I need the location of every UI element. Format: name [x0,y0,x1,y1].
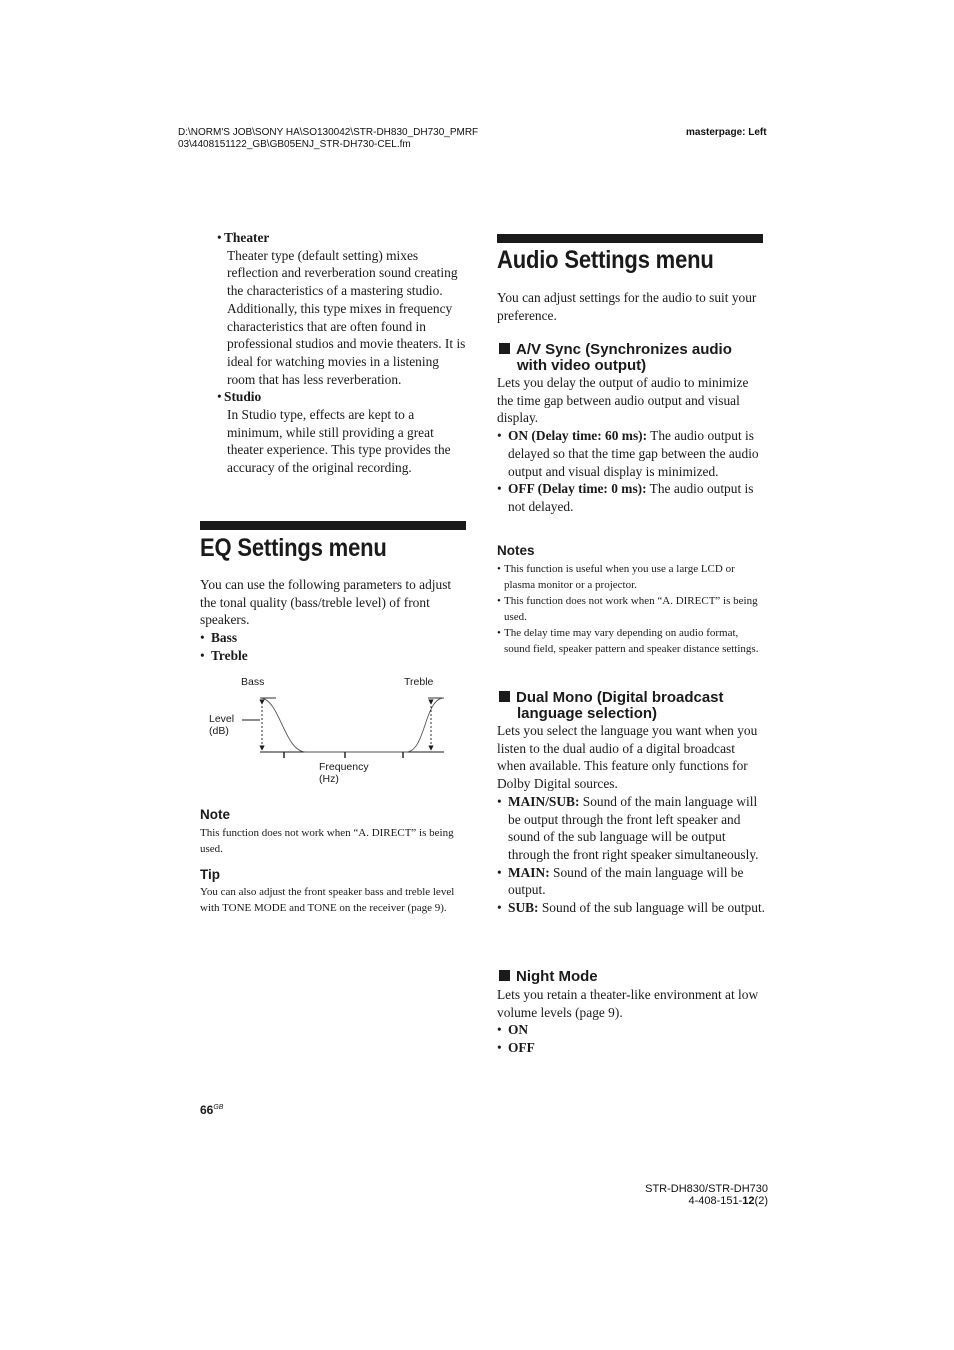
notes-list [497,561,765,657]
dualmono-item-main: • MAIN: Sound of the main language will be output. [497,864,765,899]
notes-item: • This function is useful when you use a large LCD or plasma monitor or a projector. [497,561,765,593]
avsync-heading: A/V Sync (Synchronizes audio with video output) [499,342,764,374]
dualmono-body: Lets you select the language you want when you listen to the dual audio of a digital broadcast when available. This feature only functions for Dolby Digital sources. [497,723,758,792]
night-item-on: • ON [497,1021,765,1039]
file-path [178,127,478,151]
night-item-off: • OFF [497,1039,765,1057]
notes-item: • The delay time may vary depending on audio format, sound field, speaker pattern and speaker distance settings. [497,625,765,657]
model-code: 4-408-151-12(2) [688,1195,768,1207]
tip-heading: Tip [200,867,220,882]
avsync-block [497,374,765,516]
page-number: $66^{GB}$ [200,1103,224,1117]
avsync-item-on: • ON (Delay time: 60 ms): The audio output is delayed so that the time gap between the audio output and visual display is minimized. [497,427,765,480]
dualmono-block [497,722,765,917]
night-block [497,986,765,1057]
eq-intro: You can use the following parameters to adjust the tonal quality (bass/treble level) of front speakers. [200,577,452,628]
audio-intro: You can adjust settings for the audio to suit your preference. [497,290,757,323]
eq-heading-bar [200,521,466,530]
theater-title: Theater [224,230,270,245]
model-info [600,1183,768,1207]
notes-item: • This function does not work when “A. DIRECT” is being used. [497,593,765,625]
notes-heading: Notes [497,543,535,558]
diagram-frequency-label: Frequency (Hz) [319,761,369,785]
file-path-line-2: 03\4408151122_GB\GB05ENJ_STR-DH730-CEL.fm [178,139,411,150]
studio-body: In Studio type, effects are kept to a minimum, while still providing a great theater experience. This type provides the accuracy of the original recording. [227,407,451,476]
eq-item-bass: • Bass [200,629,467,647]
eq-intro-block [200,576,467,665]
theater-body: Theater type (default setting) mixes reflection and reverberation sound creating the characteristics of a mastering studio. Additionally, this type mixes in frequency characteristics that are often found in professional studios and movie theaters. It is ideal for watching movies in a listening room that has less reverberation. [227,247,466,387]
note-body: This function does not work when “A. DIRECT” is being used. [200,827,454,855]
diagram-curve [260,698,444,752]
eq-item-treble: • Treble [200,647,467,665]
audio-heading-bar [497,234,763,243]
dualmono-item-sub: • SUB: Sound of the sub language will be output. [497,899,765,917]
square-bullet-icon [499,970,510,981]
theater-entry [217,229,467,477]
masterpage-label: masterpage: Left [686,127,767,138]
diagram-bass-label: Bass [241,676,265,688]
diagram-level-label: Level (dB) [209,713,235,737]
model-name: STR-DH830/STR-DH730 [645,1183,768,1195]
avsync-body: Lets you delay the output of audio to minimize the time gap between audio output and visual display. [497,375,749,426]
eq-response-diagram [236,690,451,765]
audio-heading: Audio Settings menu [497,246,714,274]
square-bullet-icon [499,691,510,702]
note-heading: Note [200,807,230,822]
night-body: Lets you retain a theater-like environment at low volume levels (page 9). [497,987,759,1020]
dualmono-item-mainsub: • MAIN/SUB: Sound of the main language will be output through the front left speaker and sound of the sub language will be output through the front right speaker simultaneously. [497,793,765,864]
diagram-treble-label: Treble [404,676,434,688]
eq-heading: EQ Settings menu [200,534,387,562]
avsync-item-off: • OFF (Delay time: 0 ms): The audio output is not delayed. [497,480,765,515]
dualmono-heading: Dual Mono (Digital broadcast language selection) [499,690,764,722]
studio-title: Studio [224,389,262,405]
square-bullet-icon [499,343,510,354]
night-heading: Night Mode [499,969,764,985]
file-path-line-1: D:\NORM'S JOB\SONY HA\SO130042\STR-DH830_DH730_PMRF [178,127,479,138]
tip-body: You can also adjust the front speaker bass and treble level with TONE MODE and TONE on the receiver (page 9). [200,886,455,914]
